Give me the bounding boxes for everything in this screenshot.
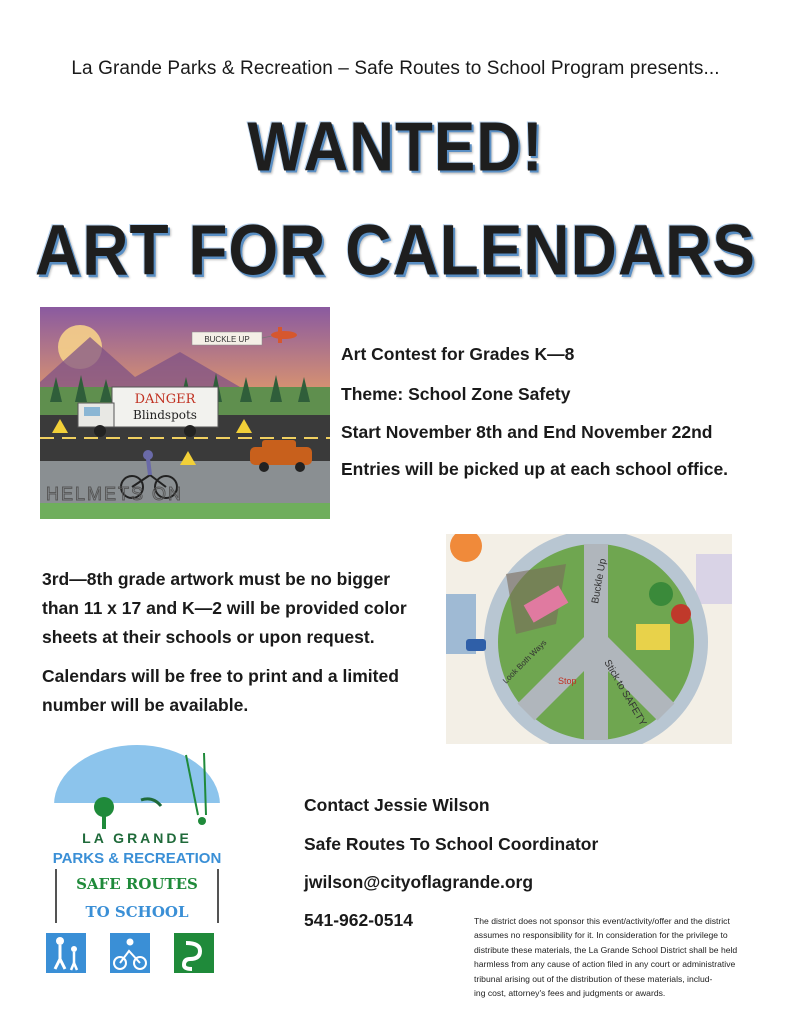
truck-text-danger: DANGER: [134, 392, 196, 407]
contact-email[interactable]: jwilson@cityoflagrande.org: [304, 872, 534, 892]
rules-text-1: 3rd—8th grade artwork must be no bigger: [42, 569, 391, 589]
contest-grades: Art Contest for Grades K—8: [341, 344, 575, 364]
disclaimer-line: assumes no responsibility for it. In consideration for the privilege to: [474, 930, 728, 941]
rules-text-5: number will be available.: [42, 695, 249, 715]
logo-la-grande: LA GRANDE: [82, 830, 192, 846]
disclaimer-line: ing cost, attorney's fees and judgments or awards.: [474, 988, 666, 999]
contest-theme: Theme: School Zone Safety: [341, 384, 571, 404]
artwork-blindspots: [40, 307, 330, 519]
headline-art-for-calendars: ART FOR CALENDARS: [35, 209, 756, 291]
contact-phone[interactable]: 541-962-0514: [304, 910, 413, 930]
banner-text: BUCKLE UP: [204, 335, 250, 344]
disclaimer-line: The district does not sponsor this event/activity/offer and the district: [474, 916, 730, 926]
presenter-line: La Grande Parks & Recreation – Safe Routes to School Program presents...: [71, 58, 720, 79]
logo-safe-routes: SAFE ROUTES: [76, 875, 198, 893]
art2-label-stop: Stop: [558, 676, 577, 686]
disclaimer-line: tribunal arising out of the distribution of these materials, includ-: [474, 973, 713, 984]
disclaimer-line: distribute these materials, the La Grande School District shall be held: [474, 944, 738, 955]
rules-text-4: Calendars will be free to print and a limited: [42, 666, 399, 686]
logo-to-school: TO SCHOOL: [85, 903, 189, 921]
rules-text-3: sheets at their schools or upon request.: [42, 627, 375, 647]
truck-text-blindspots: Blindspots: [133, 408, 197, 422]
contest-pickup: Entries will be picked up at each school office.: [341, 459, 729, 479]
art2-label-look: Look Both Ways: [501, 638, 549, 686]
route-icon: [174, 933, 214, 973]
contest-dates: Start November 8th and End November 22nd: [341, 422, 713, 442]
disclaimer: [474, 914, 764, 1000]
bicycle-icon: [110, 933, 150, 973]
safe-routes-logo: [46, 745, 228, 975]
contact-name: Contact Jessie Wilson: [304, 795, 490, 815]
contact-title: Safe Routes To School Coordinator: [304, 834, 599, 854]
art2-label-safety: Stick to SAFETY: [601, 658, 649, 728]
art2-label-buckle: Buckle Up: [590, 557, 609, 605]
logo-parks-rec: PARKS & RECREATION: [52, 850, 222, 867]
disclaimer-line: harmless from any cause of action filed in any court or administrative: [474, 959, 736, 970]
walking-icon: [46, 933, 86, 973]
rules-text-2: than 11 x 17 and K—2 will be provided color: [42, 598, 407, 618]
artwork-peace-town: [446, 534, 732, 744]
road-text-helmets: HELMETS ON: [46, 484, 184, 504]
headline-wanted: WANTED!: [247, 108, 544, 187]
